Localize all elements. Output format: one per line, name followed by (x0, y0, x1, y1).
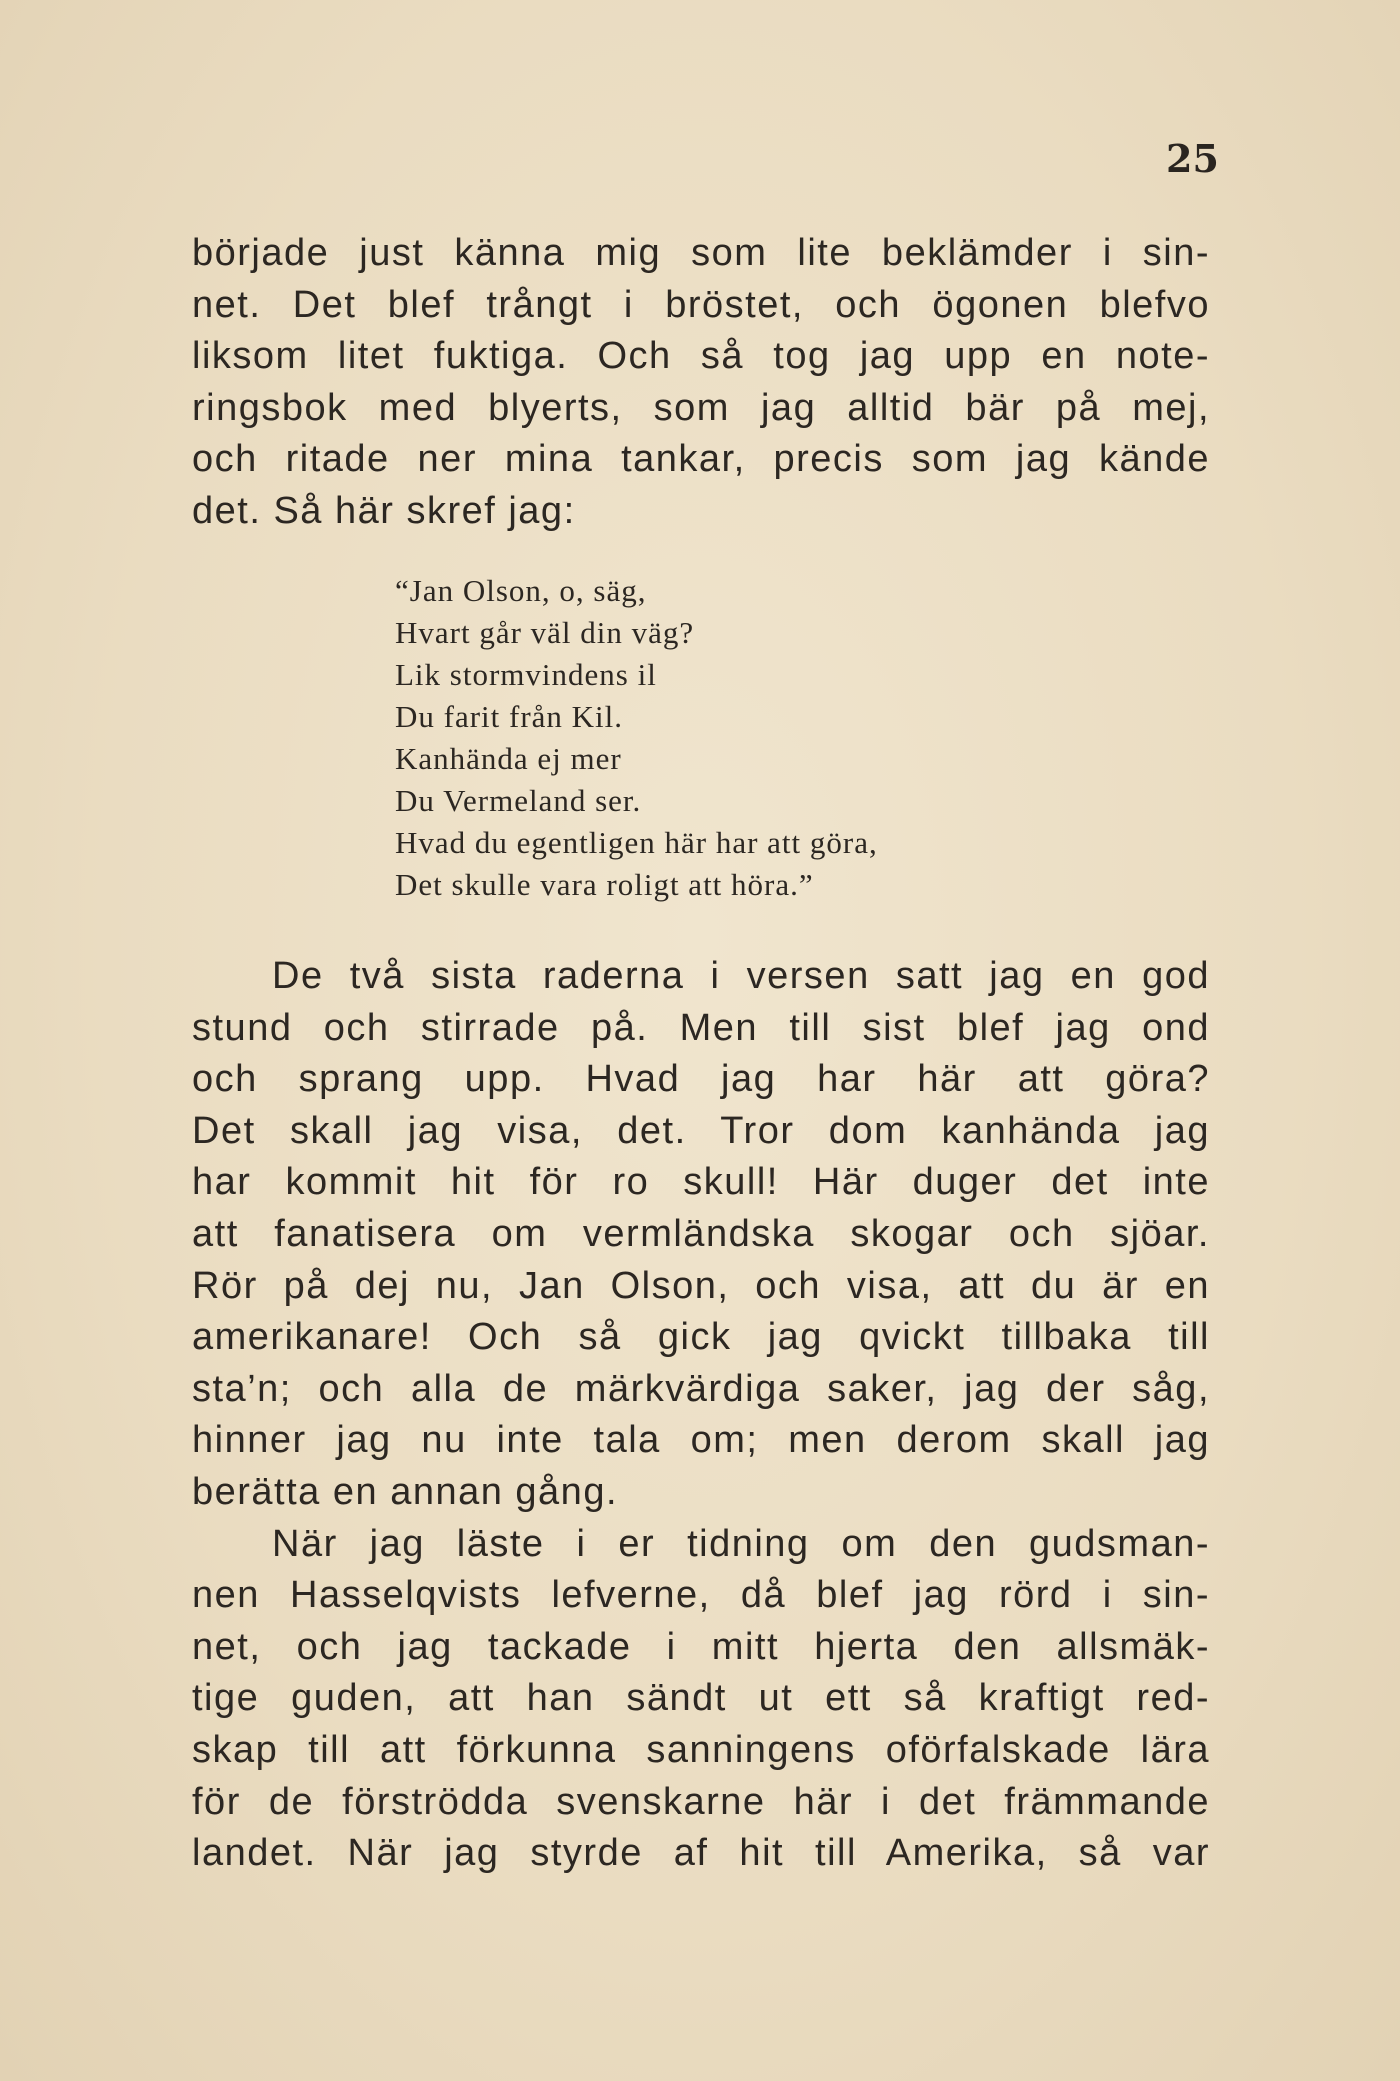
text-line: sta’n; och alla de märkvärdiga saker, jag der såg, (192, 1367, 1210, 1410)
text-line: stund och stirrade på. Men till sist blef jag ond (192, 1006, 1210, 1049)
text-line: net, och jag tackade i mitt hjerta den allsmäk- (192, 1625, 1210, 1668)
text-line: ringsbok med blyerts, som jag alltid bär på mej, (192, 386, 1210, 429)
text-line: skap till att förkunna sanningens oförfalskade lära (192, 1728, 1210, 1771)
text-line: berätta en annan gång. (192, 1470, 619, 1513)
poem-line: Du farit från Kil. (395, 699, 624, 734)
text-line: De två sista raderna i versen satt jag en god (272, 955, 1210, 997)
text-line: har kommit hit för ro skull! Här duger det inte (192, 1161, 1210, 1204)
text-line: tige guden, att han sändt ut ett så kraftigt red- (192, 1677, 1210, 1720)
paragraphs-2-3 (192, 951, 1210, 1880)
poem-line: Hvart går väl din väg? (395, 615, 695, 650)
poem-line: “Jan Olson, o, säg, (395, 573, 647, 608)
text-line: att fanatisera om vermländska skogar och sjöar. (192, 1212, 1210, 1255)
poem-line: Kanhända ej mer (395, 741, 622, 776)
text-line: det. Så här skref jag: (192, 489, 576, 532)
text-line: nen Hasselqvists lefverne, då blef jag rörd i sin- (192, 1574, 1210, 1617)
text-line: Det skall jag visa, det. Tror dom kanhända jag (192, 1109, 1210, 1152)
poem-line: Du Vermeland ser. (395, 783, 642, 818)
paragraph-1 (192, 228, 1210, 538)
text-line: och sprang upp. Hvad jag har här att göra? (192, 1058, 1210, 1101)
poem-line: Det skulle vara roligt att höra.” (395, 867, 814, 902)
text-line: och ritade ner mina tankar, precis som jag kände (192, 438, 1210, 481)
text-line: Rör på dej nu, Jan Olson, och visa, att du är en (192, 1264, 1210, 1307)
text-line: började just känna mig som lite beklämder i sin- (192, 232, 1210, 274)
text-line: liksom litet fuktiga. Och så tog jag upp en note- (192, 335, 1210, 378)
text-line: När jag läste i er tidning om den gudsman- (272, 1522, 1210, 1565)
text-line: amerikanare! Och så gick jag qvickt tillbaka till (192, 1316, 1210, 1359)
page-number: 25 (1166, 136, 1219, 181)
text-line: net. Det blef trångt i bröstet, och ögonen blefvo (192, 283, 1210, 326)
poem (395, 570, 878, 906)
text-line: för de förströdda svenskarne här i det främmande (192, 1780, 1210, 1823)
text-line: landet. När jag styrde af hit till Amerika, så var (192, 1832, 1210, 1875)
poem-line: Lik stormvindens il (395, 657, 657, 692)
poem-line: Hvad du egentligen här har att göra, (395, 825, 878, 860)
text-line: hinner jag nu inte tala om; men derom skall jag (192, 1419, 1210, 1462)
